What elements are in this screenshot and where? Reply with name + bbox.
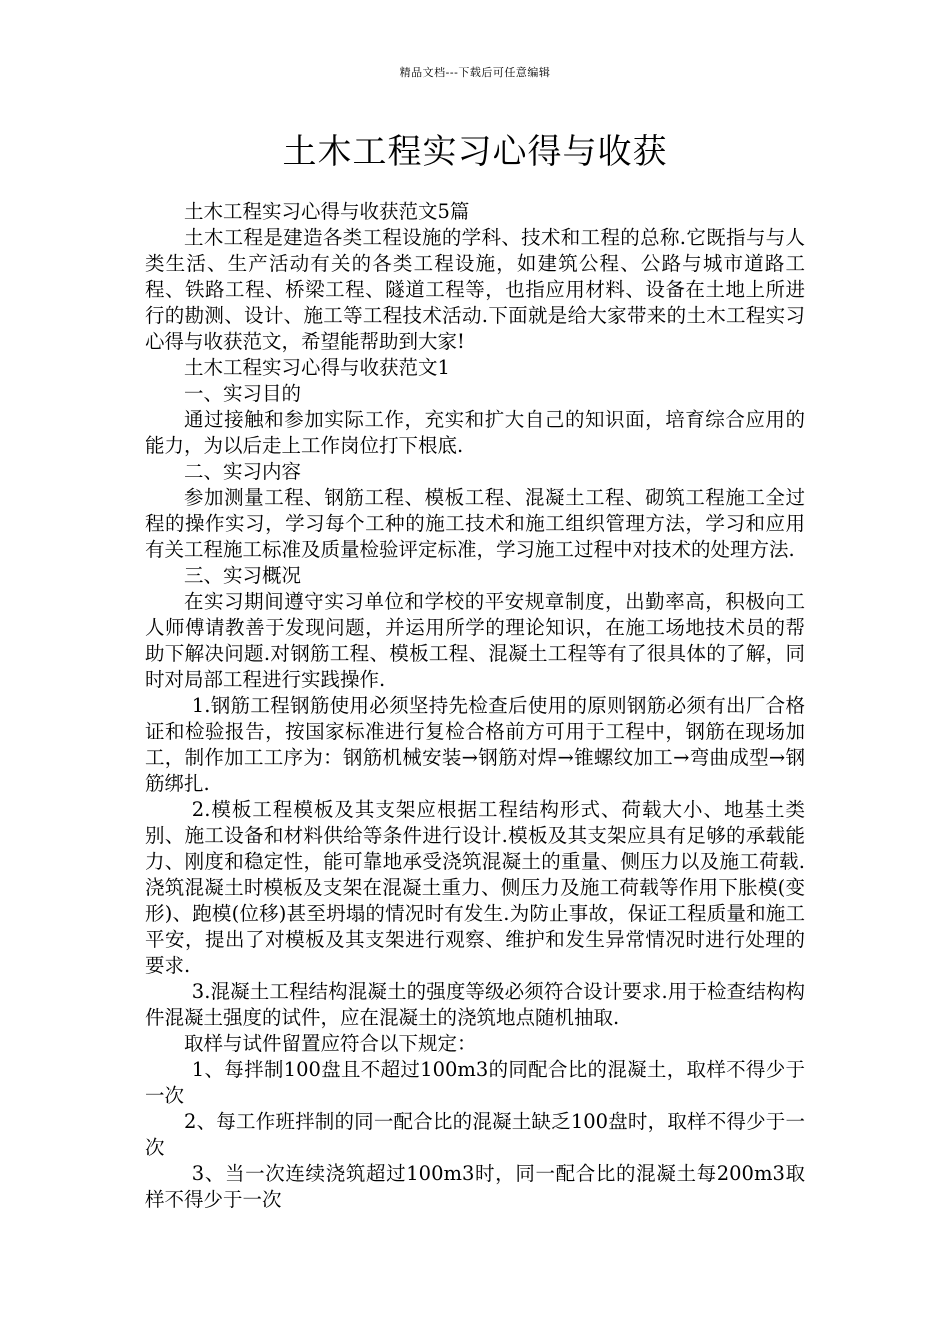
- list-item-rule-2: 2、每工作班拌制的同一配合比的混凝土缺乏100盘时，取样不得少于一次: [145, 1110, 805, 1159]
- paragraph-intro-heading: 土木工程实习心得与收获范文5篇: [184, 200, 470, 223]
- document-body: [145, 199, 805, 1213]
- section-heading-content: 二、实习内容: [184, 460, 302, 483]
- paragraph-concrete: 3.混凝土工程结构混凝土的强度等级必须符合设计要求.用于检查结构构件混凝土强度的试件，应在混凝土的浇筑地点随机抽取.: [145, 980, 805, 1029]
- paragraph-sampling-rules: 取样与试件留置应符合以下规定：: [184, 1032, 477, 1055]
- list-item-rule-1: 1、每拌制100盘且不超过100m3的同配合比的混凝土，取样不得少于一次: [145, 1058, 805, 1107]
- paragraph-sample-heading: 土木工程实习心得与收获范文1: [184, 356, 450, 379]
- paragraph-content: 参加测量工程、钢筋工程、模板工程、混凝土工程、砌筑工程施工全过程的操作实习，学习每个工种的施工技术和施工组织管理方法，学习和应用有关工程施工标准及质量检验评定标准，学习施工过程中对技术的处理方法.: [145, 486, 805, 561]
- document-title: 土木工程实习心得与收获: [282, 132, 668, 172]
- paragraph-formwork: 2.模板工程模板及其支架应根据工程结构形式、荷载大小、地基土类别、施工设备和材料供给等条件进行设计.模板及其支架应具有足够的承载能力、刚度和稳定性，能可靠地承受浇筑混凝土的重量、侧压力以及施工荷载.浇筑混凝土时模板及支架在混凝土重力、侧压力及施工荷载等作用下胀模(变形)、跑模(位移)甚至坍塌的情况时有发生.为防止事故，保证工程质量和施工平安，提出了对模板及其支架进行观察、维护和发生异常情况时进行处理的要求.: [145, 798, 805, 977]
- paragraph-intro: 土木工程是建造各类工程设施的学科、技术和工程的总称.它既指与与人类生活、生产活动有关的各类工程设施，如建筑公程、公路与城市道路工程、铁路工程、桥梁工程、隧道工程等，也指应用材料、设备在土地上所进行的勘测、设计、施工等工程技术活动.下面就是给大家带来的土木工程实习心得与收获范文，希望能帮助到大家!: [145, 226, 805, 353]
- paragraph-rebar: 1.钢筋工程钢筋使用必须坚持先检查后使用的原则钢筋必须有出厂合格证和检验报告，按国家标准进行复检合格前方可用于工程中，钢筋在现场加工，制作加工工序为：钢筋机械安装→钢筋对焊→锥螺纹加工→弯曲成型→钢筋绑扎.: [145, 694, 805, 795]
- section-heading-purpose: 一、实习目的: [184, 382, 302, 405]
- header-note: 精品文档---下载后可任意编辑: [399, 66, 551, 79]
- section-heading-overview: 三、实习概况: [184, 564, 302, 587]
- paragraph-overview: 在实习期间遵守实习单位和学校的平安规章制度，出勤率高，积极向工人师傅请教善于发现问题，并运用所学的理论知识，在施工场地技术员的帮助下解决问题.对钢筋工程、模板工程、混凝土工程等有了很具体的了解，同时对局部工程进行实践操作.: [145, 590, 805, 691]
- list-item-rule-3: 3、当一次连续浇筑超过100m3时，同一配合比的混凝土每200m3取样不得少于一次: [145, 1162, 805, 1211]
- paragraph-purpose: 通过接触和参加实际工作，充实和扩大自己的知识面，培育综合应用的能力，为以后走上工作岗位打下根底.: [145, 408, 805, 457]
